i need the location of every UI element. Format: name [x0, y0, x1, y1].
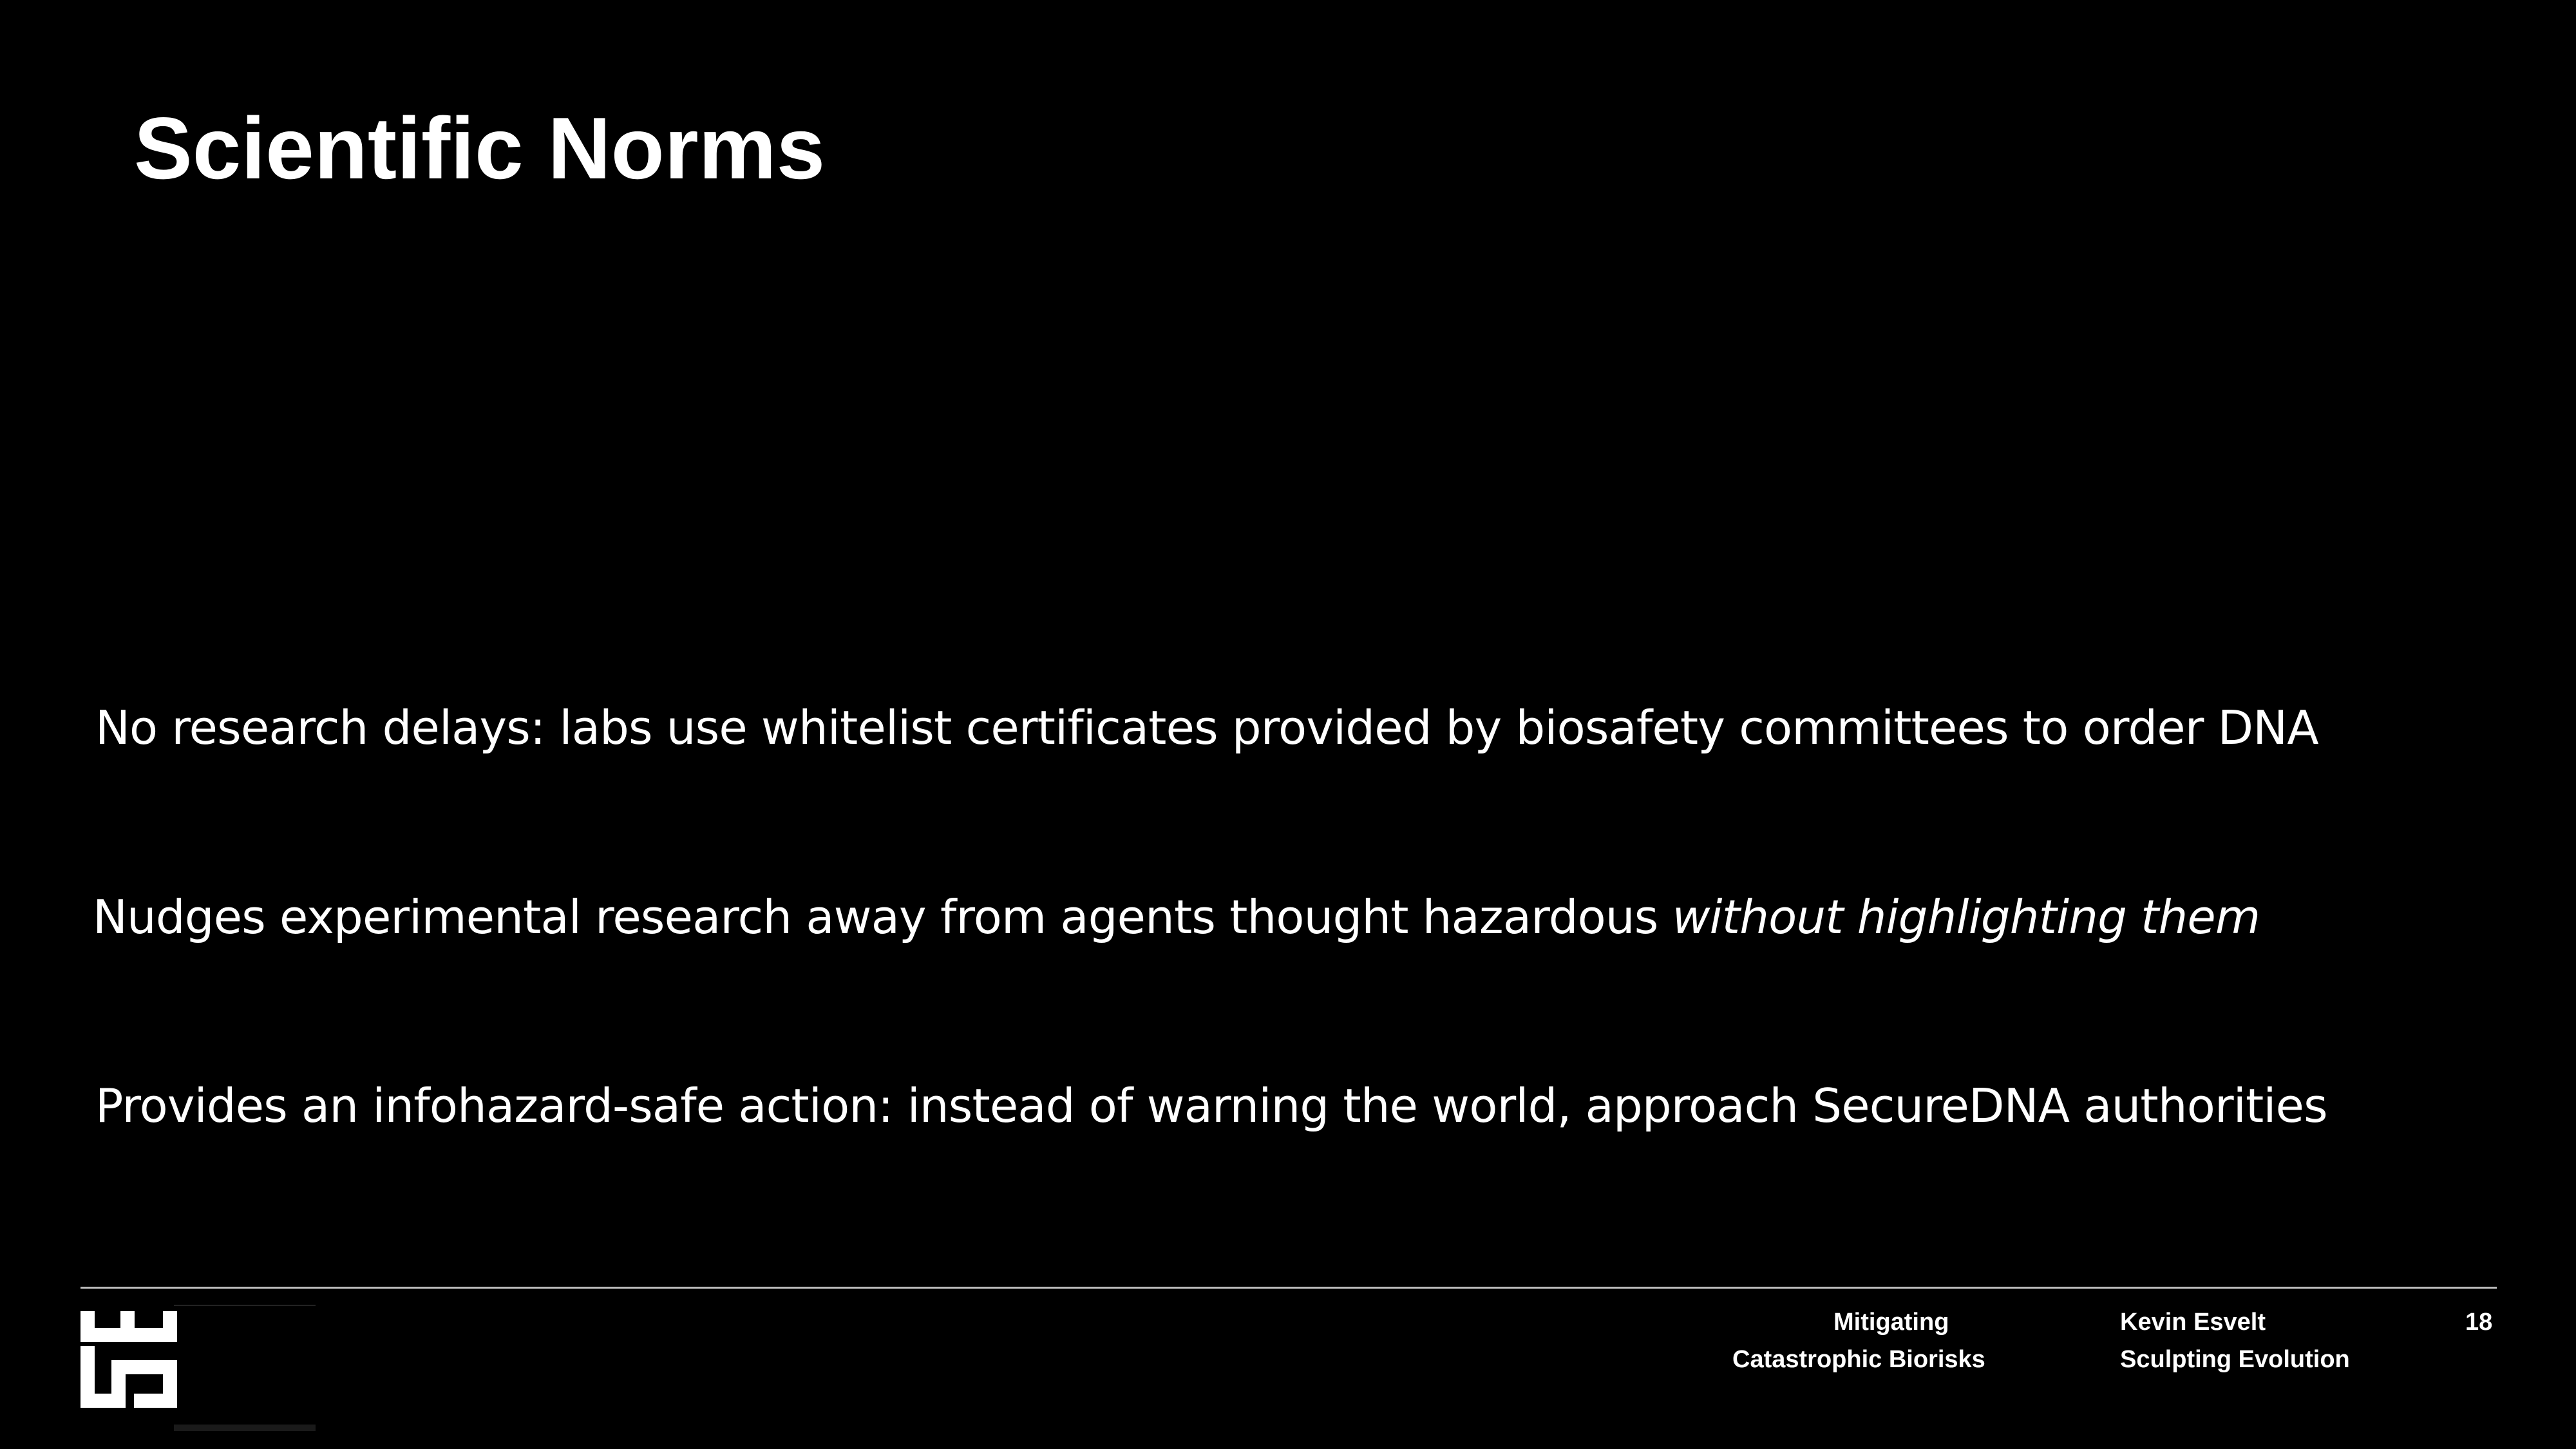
- bullet-text: Provides an infohazard-safe action: instead of warning the world, approach SecureDNA authorities: [95, 1079, 2327, 1133]
- bullet-infohazard-safe-action: [95, 1074, 2327, 1138]
- page-number: 18: [2465, 1309, 2493, 1336]
- footer-author: [2120, 1303, 2350, 1378]
- sculpting-evolution-logo-icon: [77, 1298, 322, 1434]
- footer-author-line2: Sculpting Evolution: [2120, 1346, 2350, 1373]
- bullet-text: No research delays: labs use whitelist certificates provided by biosafety committees to order DNA: [95, 701, 2318, 755]
- footer-topic-line1: Mitigating: [1833, 1309, 1949, 1336]
- bullet-nudges-research: [93, 885, 2260, 949]
- slide-title: Scientific Norms: [134, 99, 826, 197]
- bullet-text: Nudges experimental research away from agents thought hazardous: [93, 890, 1672, 944]
- bullet-emphasis: without highlighting them: [1672, 890, 2260, 944]
- footer-topic-line2: Catastrophic Biorisks: [1732, 1346, 1985, 1373]
- footer-divider: [80, 1287, 2497, 1289]
- footer-author-line1: Kevin Esvelt: [2120, 1309, 2266, 1336]
- bullet-no-research-delays: [95, 696, 2318, 760]
